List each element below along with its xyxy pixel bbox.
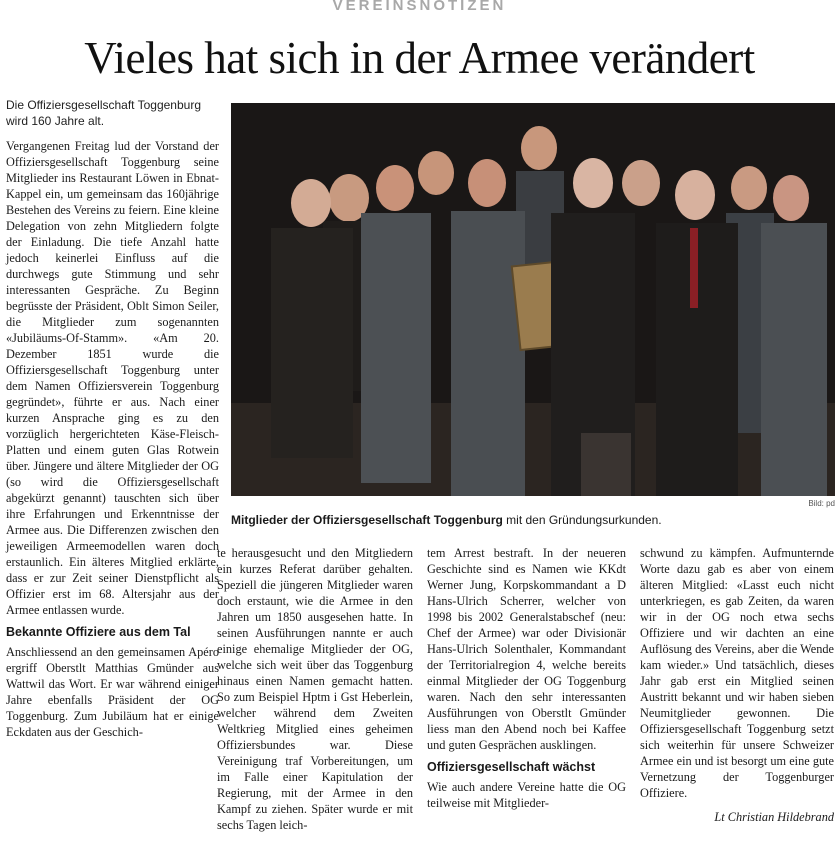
col1-paragraph-2: Anschliessend an den gemeinsamen Apéro ergriff Oberstlt Matthias Gmünder aus Wattwil das Wort. Er war während einiger Jahre ebenfalls Präsident der OG Toggenburg. Zum Jubiläum hat er einige Eckdaten aus der Geschich- xyxy=(6,645,219,739)
col1-paragraph-1: Vergangenen Freitag lud der Vorstand der Offiziersgesellschaft Toggenburg seine Mitglieder ins Restaurant Löwen in Ebnat-Kappel ein, um gemeinsam das 160jährige Bestehen des Vereins zu feiern. Eine kleine Delegation von zehn Mitgliedern folgte der Einladung. Die tiefe Anzahl hatte jedoch keinerlei Einfluss auf die durchwegs gute Stimmung und sehr interessanten Gespräche. Zu Beginn begrüsste der Präsident, Oblt Simon Seiler, die Mitglieder zum sogenannten «Jubiläums-Of-Stamm». «Am 20. Dezember 1851 wurde die Offiziersgesellschaft Toggenburg unter dem Namen Offiziersverein Toggenburg gegründet», führte er aus. Nach einer kurzen Ansprache ging es zu den vorzüglich hergerichteten Käse-Fleisch-Platten und einem guten Glas Rotwein über. Jüngere und ältere Mitglieder der OG (so wird die Offiziersgesellschaft abgekürzt genannt) tauschten sich über ihre Erfahrungen und Erkenntnisse der Armee aus. Die Differenzen zwischen den jeweiligen Armeemodellen waren doch erstaunlich. Ein älteres Mitglied erklärte, dass er zur Zeit seiner Dienstpflicht als Offizier erst im 68. Altersjahr aus der Armee entlassen wurde. xyxy=(6,139,219,617)
caption-rest: mit den Gründungsurkunden. xyxy=(502,513,662,527)
section-kicker: VEREINSNOTIZEN xyxy=(332,0,507,14)
col4-paragraph-1: schwund zu kämpfen. Aufmunternde Worte dazu gab es aber von einem älteren Mitglied: «Lasst euch nicht unterkriegen, es gab Zeiten, da waren wir in der OG noch etwa sechs Offiziere und wir dachten an eine Auflösung des Vereins, aber die Wende kam wieder.» Und tatsächlich, dieses Jahr gab erst ein Mitglied seinen Austritt bekannt und wir haben sieben Neumitglieder gewonnen. Die Offiziersgesellschaft Toggenburg setzt sich weiterhin für unsere Schweizer Armee ein und ist besorgt um eine gute Vernetzung der Toggenburger Offiziere. xyxy=(640,546,834,800)
headline: Vieles hat sich in der Armee verändert xyxy=(84,33,755,83)
photo-credit: Bild: pd xyxy=(808,499,835,508)
article-column-2 xyxy=(217,545,413,833)
subheading-growth: Offiziersgesellschaft wächst xyxy=(427,760,596,774)
col3-paragraph-2: Wie auch andere Vereine hatte die OG teilweise mit Mitglieder- xyxy=(427,780,626,810)
photo-caption xyxy=(231,512,835,528)
article-column-4 xyxy=(640,545,834,825)
lead-text: Die Offiziersgesellschaft Toggenburg wird 160 Jahre alt. xyxy=(6,98,201,128)
caption-bold: Mitglieder der Offiziersgesellschaft Toggenburg xyxy=(231,513,503,527)
article-column-1 xyxy=(6,138,219,846)
group-photo xyxy=(231,103,835,496)
col2-paragraph-1: te herausgesucht und den Mitgliedern ein kurzes Referat darüber gehalten. Speziell die jüngeren Mitglieder waren doch erstaunt, wie die Armee in den Jahren um 1850 ausgesehen hatte. In seinen Ausführungen nannte er auch einige ehemalige Mitglieder der OG, welche sich weit über das Toggenburg hinaus einen Namen gemacht hatten. So zum Beispiel Hptm i Gst Heberlein, welcher während dem Zweiten Weltkrieg Mitglied eines geheimen Offiziersbundes war. Diese Vereinigung traf Vorbereitungen, um im Falle einer Kapitulation der Regierung, mit der Armee in den Kampf zu ziehen. Später wurde er mit sechs Tagen leich- xyxy=(217,546,413,832)
col3-paragraph-1: tem Arrest bestraft. In der neueren Geschichte sind es Namen wie KKdt Werner Jung, Korpskommandant a D Hans-Ulrich Scherrer, welcher von 1998 bis 2002 Generalstabschef (neu: Chef der Armee) war oder Divisionär Hans-Ulrich Solenthaler, Kommandant der Territorialregion 4, welche bereits einmal Mitglieder der OG Toggenburg waren. Nach den sehr interessanten Ausführungen von Oberstlt Gmünder liess man den Abend noch bei Kaffee und guten Gesprächen ausklingen. xyxy=(427,546,626,752)
article-column-3 xyxy=(427,545,626,811)
subheading-known-officers: Bekannte Offiziere aus dem Tal xyxy=(6,625,191,639)
group-photo-illustration xyxy=(231,103,835,496)
author-signature: Lt Christian Hildebrand xyxy=(714,810,834,824)
